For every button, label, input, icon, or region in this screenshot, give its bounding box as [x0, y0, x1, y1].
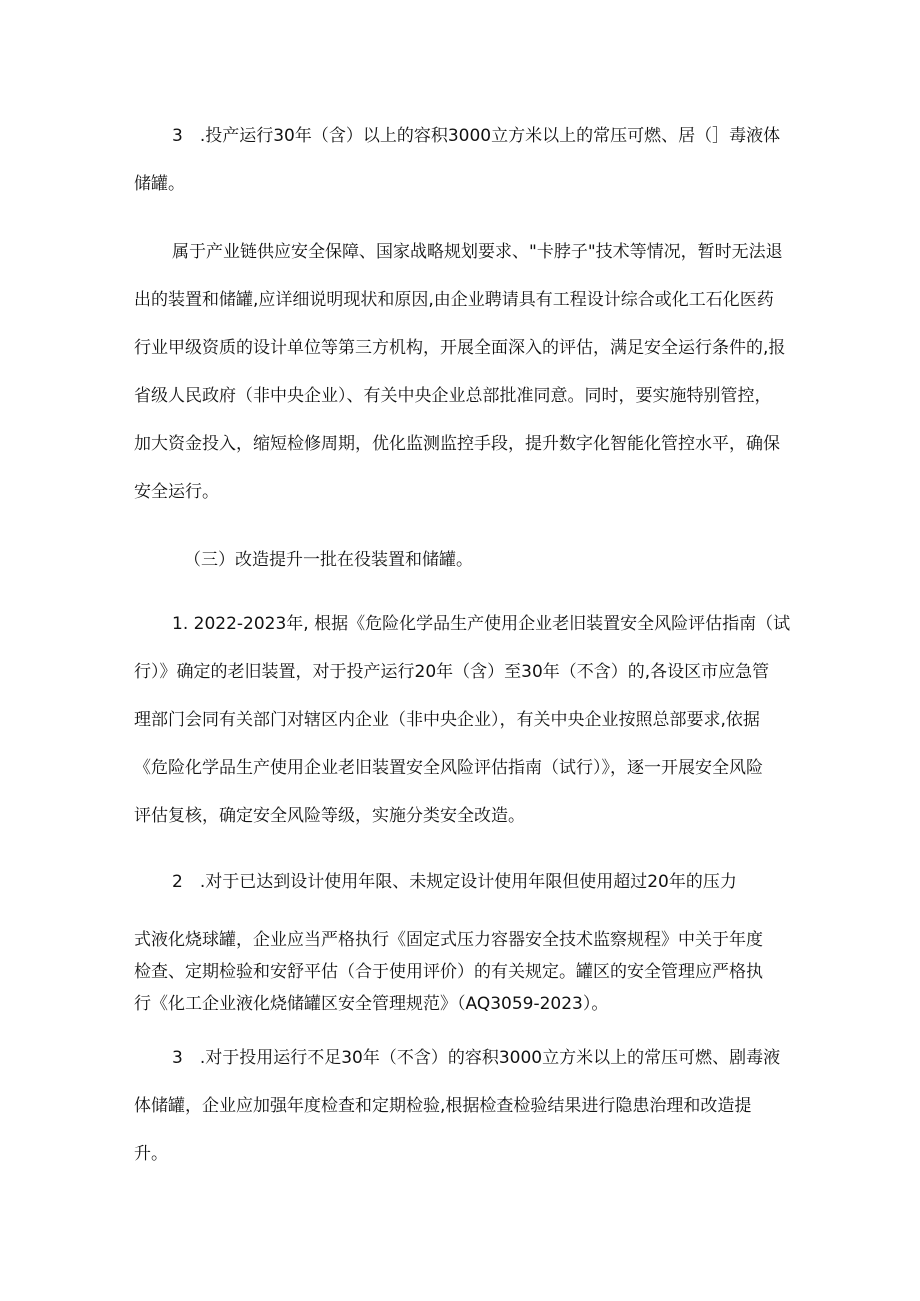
text-line: 行业甲级资质的设计单位等第三方机构，开展全面深入的评估，满足安全运行条件的,报: [134, 338, 786, 358]
text-line: 省级人民政府（非中央企业）、有关中央企业总部批准同意。同时，要实施特别管控，: [134, 386, 772, 406]
text-line: 1. 2022-2023年, 根据《危险化学品生产使用企业老旧装置安全风险评估指南（试: [172, 614, 791, 634]
text-line: 体储罐，企业应加强年度检查和定期检验,根据检查检验结果进行隐患治理和改造提: [134, 1096, 752, 1116]
text-line: 式液化烧球罐，企业应当严格执行《固定式压力容器安全技术监察规程》中关于年度: [134, 930, 763, 950]
text-line: 3 .对于投用运行不足30年（不含）的容积3000立方米以上的常压可燃、剧毒液: [172, 1048, 781, 1068]
text-line: 行）》确定的老旧装置，对于投产运行20年（含）至30年（不含）的,各设区市应急管: [134, 662, 770, 682]
text-line: 理部门会同有关部门对辖区内企业（非中央企业），有关中央企业按照总部要求,依据: [134, 710, 760, 730]
text-line: 升。: [134, 1144, 168, 1164]
text-line: 出的装置和储罐,应详细说明现状和原因,由企业聘请具有工程设计综合或化工石化医药: [134, 290, 774, 310]
text-line: 行《化工企业液化烧储罐区安全管理规范》（AQ3059-2023）。: [134, 994, 609, 1014]
text-line: 属于产业链供应安全保障、国家战略规划要求、"卡脖子"技术等情况，暂时无法退: [172, 242, 783, 262]
text-line: 加大资金投入，缩短检修周期，优化监测监控手段，提升数字化智能化管控水平，确保: [134, 434, 780, 454]
text-line: 《危险化学品生产使用企业老旧装置安全风险评估指南（试行）》，逐一开展安全风险: [134, 758, 763, 778]
text-line: 安全运行。: [134, 482, 219, 502]
text-line: 储罐。: [134, 174, 185, 194]
text-line: 检查、定期检验和安舒平估（合于使用评价）的有关规定。罐区的安全管理应严格执: [134, 962, 763, 982]
text-line: 评估复核，确定安全风险等级，实施分类安全改造。: [134, 806, 525, 826]
text-line: 3 .投产运行30年（含）以上的容积3000立方米以上的常压可燃、居（］毒液体: [172, 126, 781, 146]
text-line: （三）改造提升一批在役装置和储罐。: [184, 550, 473, 570]
text-line: 2 .对于已达到设计使用年限、未规定设计使用年限但使用超过20年的压力: [172, 872, 737, 892]
